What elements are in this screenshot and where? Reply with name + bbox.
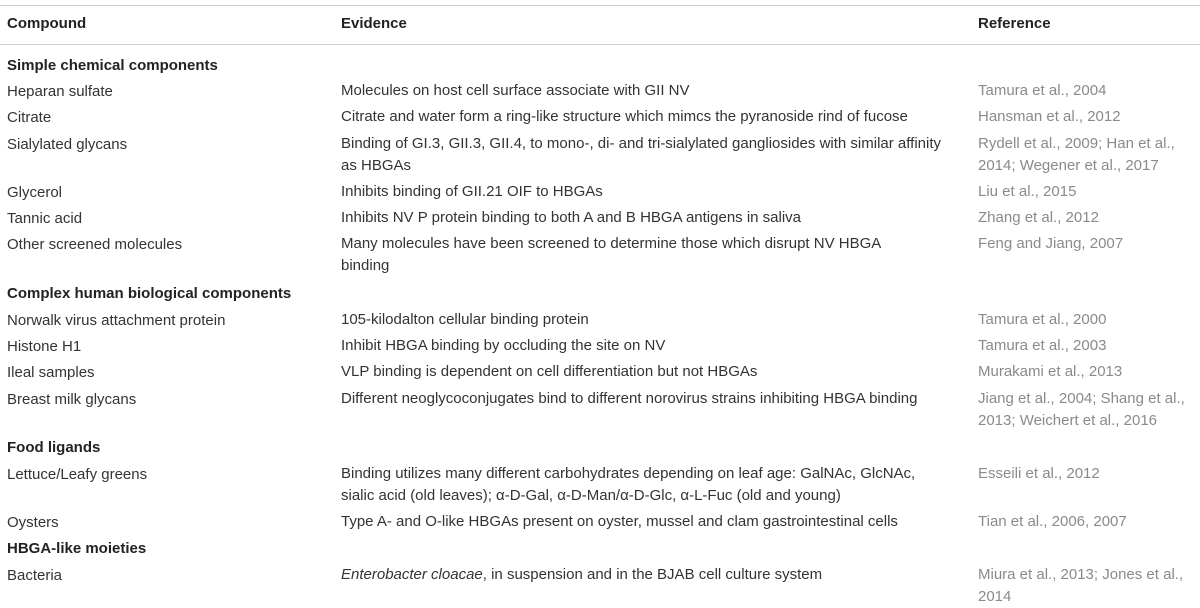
compound-cell: Histone H1 <box>7 338 82 355</box>
evidence-cell <box>341 564 961 586</box>
table-top-rule <box>0 5 1200 6</box>
compound-cell: Oysters <box>7 514 59 531</box>
evidence-cell: Different neoglycoconjugates bind to different norovirus strains inhibiting HBGA binding <box>341 390 918 407</box>
compound-cell: Norwalk virus attachment protein <box>7 312 226 329</box>
section-title-complex-human: Complex human biological components <box>7 285 292 302</box>
compound-cell: Breast milk glycans <box>7 391 137 408</box>
compound-cell: Bacteria <box>7 567 63 584</box>
compound-cell: Glycerol <box>7 184 63 201</box>
compound-cell: Ileal samples <box>7 364 95 381</box>
reference-cell: Rydell et al., 2009; Han et al., 2014; Wegener et al., 2017 <box>978 135 1175 174</box>
reference-cell: Feng and Jiang, 2007 <box>978 235 1124 252</box>
section-title-food-ligands: Food ligands <box>7 439 101 456</box>
evidence-cell: Binding of GI.3, GII.3, GII.4, to mono-, di- and tri-sialylated gangliosides with similar affinity as HBGAs <box>341 135 941 174</box>
compound-cell: Heparan sulfate <box>7 83 113 100</box>
reference-cell: Tamura et al., 2000 <box>978 311 1107 328</box>
compound-cell: Lettuce/Leafy greens <box>7 466 148 483</box>
evidence-cell: 105-kilodalton cellular binding protein <box>341 311 589 328</box>
header-rule <box>0 44 1200 45</box>
reference-cell: Jiang et al., 2004; Shang et al., 2013; Weichert et al., 2016 <box>978 390 1185 429</box>
evidence-cell: Inhibits NV P protein binding to both A and B HBGA antigens in saliva <box>341 209 802 226</box>
evidence-cell: Inhibits binding of GII.21 OIF to HBGAs <box>341 183 603 200</box>
reference-cell: Liu et al., 2015 <box>978 183 1077 200</box>
header-evidence: Evidence <box>341 15 407 32</box>
reference-cell: Tamura et al., 2004 <box>978 82 1107 99</box>
header-reference: Reference <box>978 15 1051 32</box>
evidence-text: , in suspension and in the BJAB cell culture system <box>482 566 823 583</box>
evidence-cell: VLP binding is dependent on cell differentiation but not HBGAs <box>341 363 758 380</box>
reference-cell: Hansman et al., 2012 <box>978 108 1121 125</box>
reference-cell: Tamura et al., 2003 <box>978 337 1107 354</box>
compound-cell: Sialylated glycans <box>7 136 128 153</box>
compound-cell: Citrate <box>7 109 52 126</box>
compound-cell: Other screened molecules <box>7 236 183 253</box>
section-title-simple-chemical: Simple chemical components <box>7 57 218 74</box>
reference-cell: Esseili et al., 2012 <box>978 465 1100 482</box>
evidence-italic-organism: Enterobacter cloacae <box>341 566 483 583</box>
reference-cell: Miura et al., 2013; Jones et al., 2014 <box>978 566 1184 605</box>
evidence-cell: Molecules on host cell surface associate with GII NV <box>341 82 690 99</box>
section-title-hbga-like: HBGA-like moieties <box>7 540 147 557</box>
reference-cell: Zhang et al., 2012 <box>978 209 1099 226</box>
reference-cell: Tian et al., 2006, 2007 <box>978 513 1127 530</box>
evidence-cell: Type A- and O-like HBGAs present on oyster, mussel and clam gastrointestinal cells <box>341 513 898 530</box>
compound-cell: Tannic acid <box>7 210 83 227</box>
header-compound: Compound <box>7 15 87 32</box>
evidence-cell: Citrate and water form a ring-like structure which mimcs the pyranoside rind of fucose <box>341 108 908 125</box>
evidence-cell: Binding utilizes many different carbohydrates depending on leaf age: GalNAc, GlcNAc, sialic acid (old leaves); α-D-Gal, α-D-Man/α-D-Glc, α-L-Fuc (old and young) <box>341 465 916 504</box>
evidence-cell: Inhibit HBGA binding by occluding the site on NV <box>341 337 666 354</box>
reference-cell: Murakami et al., 2013 <box>978 363 1123 380</box>
evidence-cell: Many molecules have been screened to determine those which disrupt NV HBGA binding <box>341 235 881 274</box>
